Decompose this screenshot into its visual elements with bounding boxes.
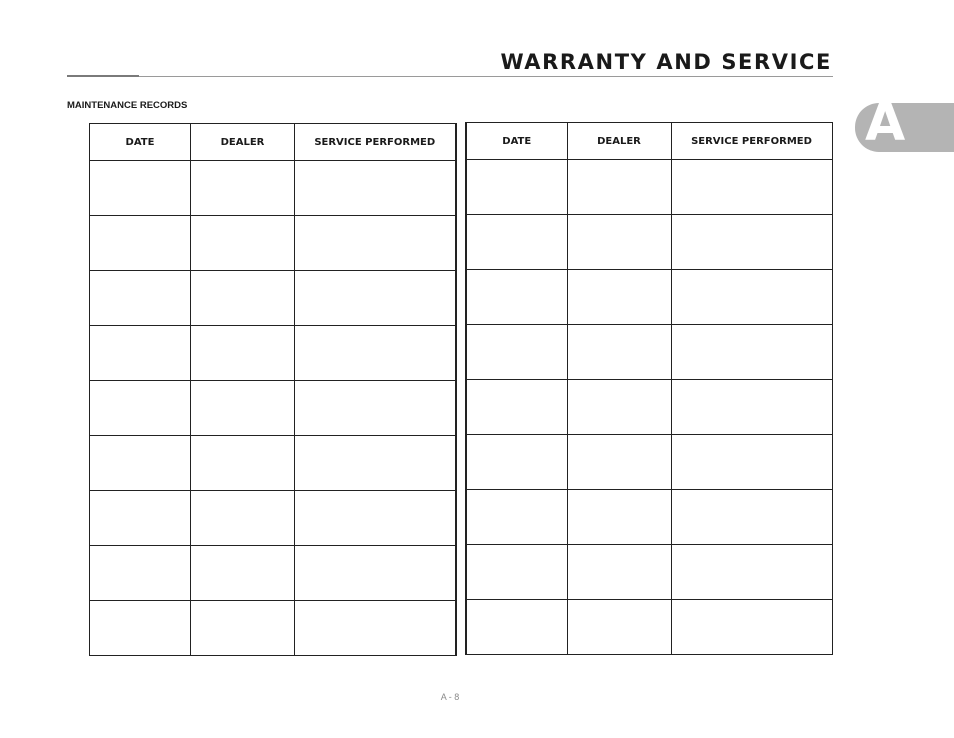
- dealer-cell[interactable]: [567, 435, 671, 490]
- table-row: [90, 216, 456, 271]
- table-row: [466, 325, 832, 380]
- section-tab: [855, 93, 954, 153]
- dealer-cell[interactable]: [567, 490, 671, 545]
- section-tab-letter: A: [865, 93, 906, 153]
- service-cell[interactable]: [295, 271, 456, 326]
- date-cell[interactable]: [90, 161, 191, 216]
- date-cell[interactable]: [90, 271, 191, 326]
- dealer-cell[interactable]: [191, 601, 295, 656]
- service-cell[interactable]: [295, 491, 456, 546]
- column-header-date: DATE: [466, 123, 567, 160]
- column-header-dealer: DEALER: [191, 124, 295, 161]
- table-row: [90, 271, 456, 326]
- service-cell[interactable]: [671, 325, 832, 380]
- service-cell[interactable]: [295, 436, 456, 491]
- table-row: [466, 270, 832, 325]
- date-cell[interactable]: [90, 216, 191, 271]
- dealer-cell[interactable]: [567, 215, 671, 270]
- date-cell[interactable]: [466, 160, 567, 215]
- service-cell[interactable]: [671, 600, 832, 655]
- date-cell[interactable]: [90, 491, 191, 546]
- column-header-date: DATE: [90, 124, 191, 161]
- header-rule: [67, 76, 833, 77]
- service-cell[interactable]: [295, 381, 456, 436]
- service-cell[interactable]: [671, 545, 832, 600]
- table-row: [90, 381, 456, 436]
- dealer-cell[interactable]: [567, 600, 671, 655]
- date-cell[interactable]: [466, 545, 567, 600]
- service-cell[interactable]: [295, 161, 456, 216]
- dealer-cell[interactable]: [191, 381, 295, 436]
- table-row: [466, 545, 832, 600]
- table-row: [90, 326, 456, 381]
- table-row: [90, 161, 456, 216]
- date-cell[interactable]: [90, 381, 191, 436]
- dealer-cell[interactable]: [191, 161, 295, 216]
- date-cell[interactable]: [90, 436, 191, 491]
- section-label: MAINTENANCE RECORDS: [67, 100, 188, 111]
- column-header-dealer: DEALER: [567, 123, 671, 160]
- header-rule-accent: [67, 75, 139, 77]
- date-cell[interactable]: [90, 546, 191, 601]
- service-cell[interactable]: [671, 490, 832, 545]
- dealer-cell[interactable]: [191, 491, 295, 546]
- date-cell[interactable]: [466, 380, 567, 435]
- date-cell[interactable]: [466, 325, 567, 380]
- dealer-cell[interactable]: [567, 380, 671, 435]
- column-header-service-performed: SERVICE PERFORMED: [671, 123, 832, 160]
- date-cell[interactable]: [466, 435, 567, 490]
- date-cell[interactable]: [90, 601, 191, 656]
- table-row: [466, 490, 832, 545]
- service-cell[interactable]: [671, 270, 832, 325]
- page-number: A - 8: [440, 692, 460, 702]
- service-cell[interactable]: [295, 326, 456, 381]
- date-cell[interactable]: [466, 270, 567, 325]
- dealer-cell[interactable]: [567, 160, 671, 215]
- table-row: [466, 160, 832, 215]
- table-row: [466, 215, 832, 270]
- table-row: [466, 435, 832, 490]
- column-header-service-performed: SERVICE PERFORMED: [295, 124, 456, 161]
- dealer-cell[interactable]: [191, 546, 295, 601]
- date-cell[interactable]: [466, 490, 567, 545]
- dealer-cell[interactable]: [191, 271, 295, 326]
- maintenance-table-right: [465, 122, 833, 655]
- dealer-cell[interactable]: [191, 326, 295, 381]
- page-title: WARRANTY AND SERVICE: [500, 50, 832, 74]
- service-cell[interactable]: [295, 601, 456, 656]
- dealer-cell[interactable]: [191, 436, 295, 491]
- dealer-cell[interactable]: [567, 545, 671, 600]
- date-cell[interactable]: [466, 600, 567, 655]
- date-cell[interactable]: [90, 326, 191, 381]
- service-cell[interactable]: [671, 380, 832, 435]
- date-cell[interactable]: [466, 215, 567, 270]
- service-cell[interactable]: [671, 160, 832, 215]
- table-row: [90, 436, 456, 491]
- table-row: [466, 600, 832, 655]
- table-row: [466, 380, 832, 435]
- maintenance-table-left: [89, 123, 457, 656]
- service-cell[interactable]: [295, 216, 456, 271]
- table-row: [90, 491, 456, 546]
- table-row: [90, 601, 456, 656]
- service-cell[interactable]: [671, 215, 832, 270]
- service-cell[interactable]: [671, 435, 832, 490]
- dealer-cell[interactable]: [567, 325, 671, 380]
- table-row: [90, 546, 456, 601]
- service-cell[interactable]: [295, 546, 456, 601]
- dealer-cell[interactable]: [191, 216, 295, 271]
- dealer-cell[interactable]: [567, 270, 671, 325]
